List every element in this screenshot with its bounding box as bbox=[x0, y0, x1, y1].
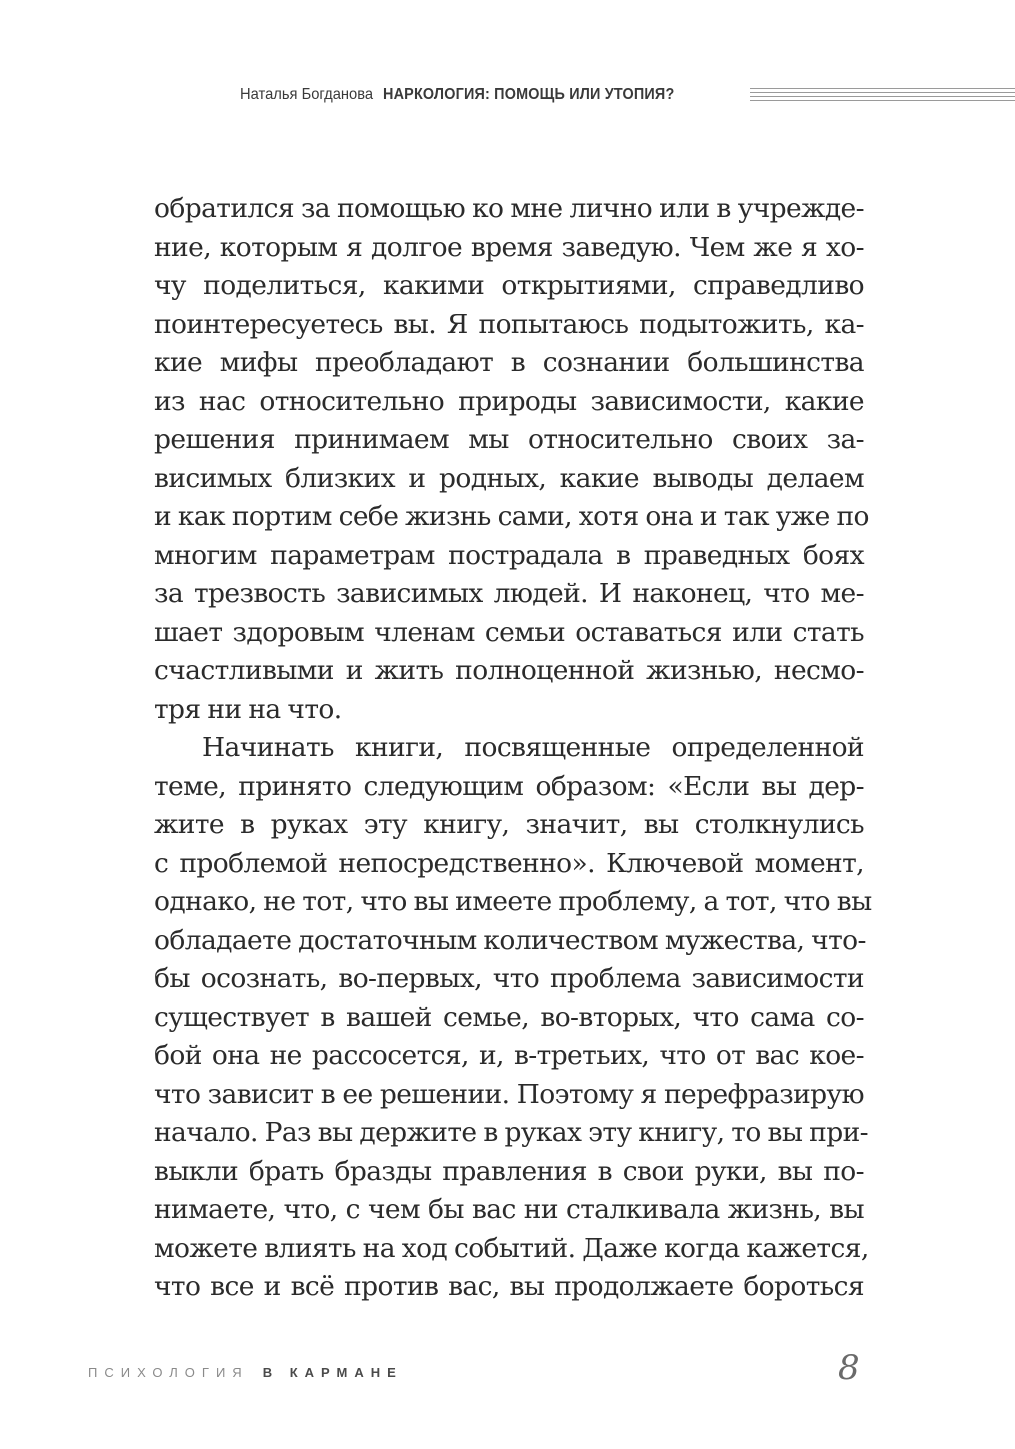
text-line: существует в вашей семье, во-вторых, что сама со- bbox=[154, 1001, 864, 1033]
text-line: что зависит в ее решении. Поэтому я перефразирую bbox=[154, 1078, 864, 1110]
text-line: решения принимаем мы относительно своих за- bbox=[154, 424, 864, 455]
text-line: поинтересуетесь вы. Я попытаюсь подытожить, ка- bbox=[154, 308, 864, 340]
page-number: 8 bbox=[838, 1348, 860, 1388]
text-line: с проблемой непосредственно». Ключевой момент, bbox=[154, 847, 864, 879]
text-line: обладаете достаточным количеством мужества, что- bbox=[154, 924, 866, 956]
text-line: шает здоровым членам семьи оставаться или стать bbox=[154, 616, 864, 648]
text-line: выкли брать бразды правления в свои руки, вы по- bbox=[154, 1155, 864, 1187]
text-line: начало. Раз вы держите в руках эту книгу, то вы при- bbox=[154, 1117, 868, 1148]
text-line: за трезвость зависимых людей. И наконец, что ме- bbox=[154, 578, 864, 609]
text-line: однако, не тот, что вы имеете проблему, а тот, что вы bbox=[154, 886, 872, 917]
text-line: бы осознать, во-первых, что проблема зависимости bbox=[154, 963, 864, 994]
body-text bbox=[154, 190, 872, 1307]
text-line: и как портим себе жизнь сами, хотя она и так уже по bbox=[154, 501, 869, 532]
text-line: тря ни на что. bbox=[154, 693, 342, 725]
text-line: ние, которым я долгое время заведую. Чем же я хо- bbox=[154, 231, 864, 263]
text-line: теме, принято следующим образом: «Если вы дер- bbox=[154, 770, 864, 802]
text-line: нимаете, что, с чем бы вас ни сталкивала жизнь, вы bbox=[154, 1194, 864, 1225]
text-line: кие мифы преобладают в сознании большинства bbox=[154, 347, 864, 378]
footer-series: ПСИХОЛОГИЯ bbox=[88, 1365, 249, 1380]
running-footer bbox=[88, 1365, 403, 1380]
text-line: многим параметрам пострадала в праведных боях bbox=[154, 539, 864, 571]
running-header bbox=[240, 80, 1015, 110]
text-line: обратился за помощью ко мне лично или в учрежде- bbox=[154, 193, 864, 224]
paragraph-first-line: Начинать книги, посвященные определенной bbox=[202, 732, 864, 763]
text-line: счастливыми и жить полноценной жизнью, несмо- bbox=[154, 655, 864, 686]
text-line: что все и всё против вас, вы продолжаете бороться bbox=[154, 1271, 864, 1302]
text-line: бой она не рассосется, и, в-третьих, что от вас кое- bbox=[154, 1040, 864, 1071]
text-line: жите в руках эту книгу, значит, вы столкнулись bbox=[154, 809, 864, 840]
text-line: чу поделиться, какими открытиями, справедливо bbox=[154, 270, 864, 301]
text-line: можете влиять на ход событий. Даже когда кажется, bbox=[154, 1232, 869, 1264]
header-rule-lines bbox=[750, 88, 1015, 102]
text-line: висимых близких и родных, какие выводы делаем bbox=[154, 462, 864, 494]
header-title: НАРКОЛОГИЯ: ПОМОЩЬ ИЛИ УТОПИЯ? bbox=[382, 86, 675, 103]
header-author: Наталья Богданова bbox=[240, 86, 374, 103]
footer-series-accent: В КАРМАНЕ bbox=[262, 1365, 403, 1380]
text-line: из нас относительно природы зависимости, какие bbox=[154, 385, 864, 417]
